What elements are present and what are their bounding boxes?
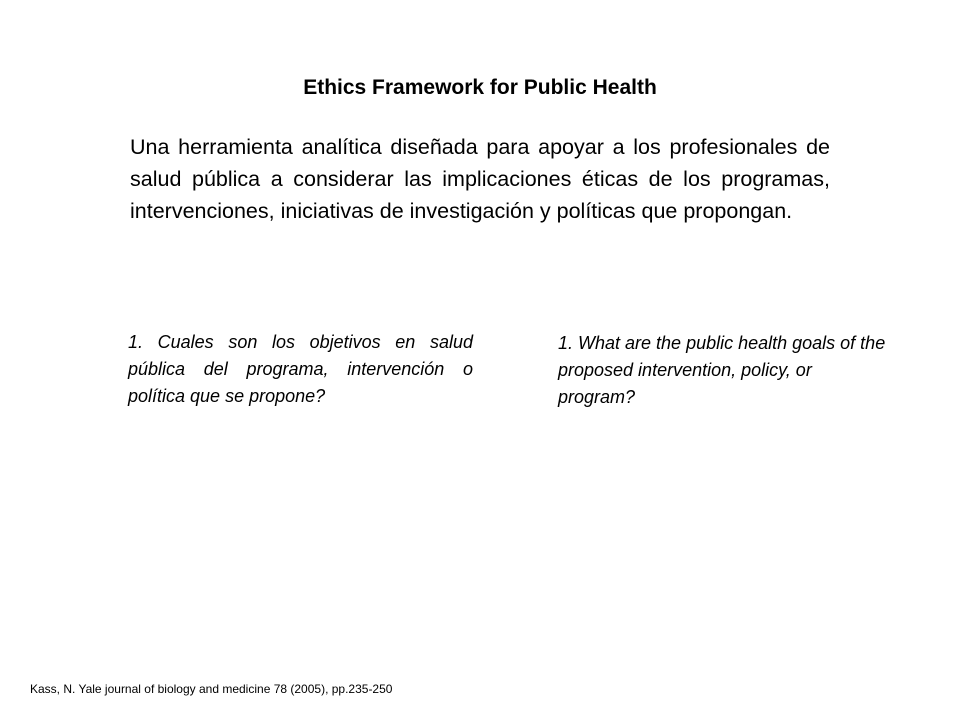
citation: Kass, N. Yale journal of biology and medicine 78 (2005), pp.235-250 xyxy=(30,682,393,696)
question-spanish: 1. Cuales son los objetivos en salud pública del programa, intervención o política que se propone? xyxy=(128,332,473,406)
intro-paragraph: Una herramienta analítica diseñada para apoyar a los profesionales de salud pública a considerar las implicaciones éticas de los programas, intervenciones, iniciativas de investigación y políticas que propongan. xyxy=(130,135,830,223)
question-english: 1. What are the public health goals of the proposed intervention, policy, or program? xyxy=(558,333,886,407)
slide-title: Ethics Framework for Public Health xyxy=(303,76,657,99)
